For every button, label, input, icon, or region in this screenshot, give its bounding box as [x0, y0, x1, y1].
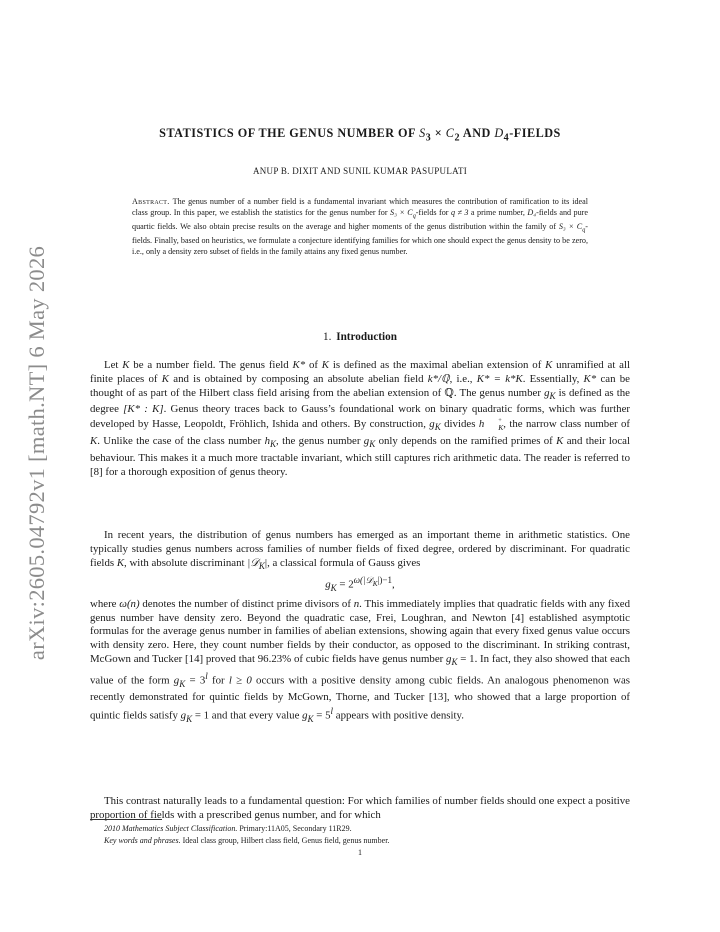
- intro-paragraph-3: This contrast naturally leads to a fundamental question: For which families of number fields should one expect a positive proportion of fields with a prescribed genus number, and for which: [90, 795, 630, 821]
- footnote-divider: [90, 819, 162, 820]
- section-heading-introduction: 1. Introduction: [323, 331, 397, 343]
- paper-authors: ANUP B. DIXIT AND SUNIL KUMAR PASUPULATI: [252, 166, 468, 176]
- arxiv-identifier-stamp: [20, 245, 54, 661]
- gauss-formula-equation: $g_K = 2^{\omega(|𝒟_K|)-1}$,: [325, 575, 395, 594]
- abstract-heading: Abstract.: [132, 197, 170, 206]
- arxiv-identifier-text: arXiv:2605.04792v1 [math.NT] 6 May 2026: [24, 245, 50, 661]
- page-number: 1: [358, 848, 362, 857]
- intro-paragraph-2: In recent years, the distribution of genus numbers has emerged as an important theme in arithmetic statistics. One typically studies genus numbers across families of number fields of fixed degree, ordered by discriminant. For quadratic fields K, with absolute discriminant |𝒟$_K$|, a classical formula of Gauss gives $g_K = 2^{\omega(|𝒟_K|)-1}$, where ω(n) denotes the number of distinct prime divisors of n. This immediately implies that quadratic fields with any fixed genus number have density zero. Beyond the quadratic case, Frei, Loughran, and Newton [4] established asymptotic formulas for the average genus number in families of abelian extensions, showing again that every fixed genus value occurs with density zero. Here, they count number fields by their conductor, as opposed to the discriminant. In striking contrast, McGown and Tucker [14] proved that 96.23% of cubic fields have genus number $g_K = 1$. In fact, they also showed that each value of the form $g_K = 3^l$ for l ≥ 0 occurs with a positive density among cubic fields. An analogous phenomenon was recently demonstrated for quintic fields by McGown, Thorne, and Tucker [13], who showed that a large proportion of quintic fields satisfy $g_K = 1$ and that every value $g_K = 5^l$ appears with positive density.: [90, 529, 631, 724]
- footnote-keywords: Key words and phrases. Ideal class group, Hilbert class field, Genus field, genus number.: [104, 836, 390, 845]
- paper-title: STATISTICS OF THE GENUS NUMBER OF $S_3 \times C_2$ AND $D_4$-FIELDS: [159, 126, 561, 144]
- abstract: Abstract. The genus number of a number field is a fundamental invariant which measures the contribution of ramification to its ideal class group. In this paper, we establish the statistics for the genus number for $S_3 \times C_q$-fields for q ≠ 3 a prime number, D₄-fields and pure quartic fields. We also obtain precise results on the average and higher moments of the genus distribution within the family of $S_3 \times C_q$-fields. Finally, based on heuristics, we formulate a conjecture identifying families for which one should expect the genus density to be zero, i.e., only a density zero subset of fields in the family attains any fixed genus number.: [132, 197, 588, 257]
- intro-paragraph-1: Let K be a number field. The genus field K* of K is defined as the maximal abelian extension of K unramified at all finite places of K and is obtained by composing an absolute abelian field k*/ℚ, i.e., K* = k*K. Essentially, K* can be thought of as part of the Hilbert class field arising from the abelian extension of ℚ. The genus number $g_K$ is defined as the degree [K* : K]. Genus theory traces back to Gauss’s foundational work on binary quadratic forms, which was further developed by Hasse, Leopoldt, Fröhlich, Ishida and others. By construction, $g_K$ divides h + K , the narrow class number of K. Unlike the case of the class number $h_K$, the genus number $g_K$ only depends on the ramified primes of K and their local behaviour. This makes it a much more tractable invariant, which still captures rich arithmetic data. The reader is referred to [8] for a thorough exposition of genus theory.: [90, 359, 631, 478]
- footnotes: [90, 823, 630, 847]
- footnote-msc: 2010 Mathematics Subject Classification. Primary:11A05, Secondary 11R29.: [104, 824, 352, 833]
